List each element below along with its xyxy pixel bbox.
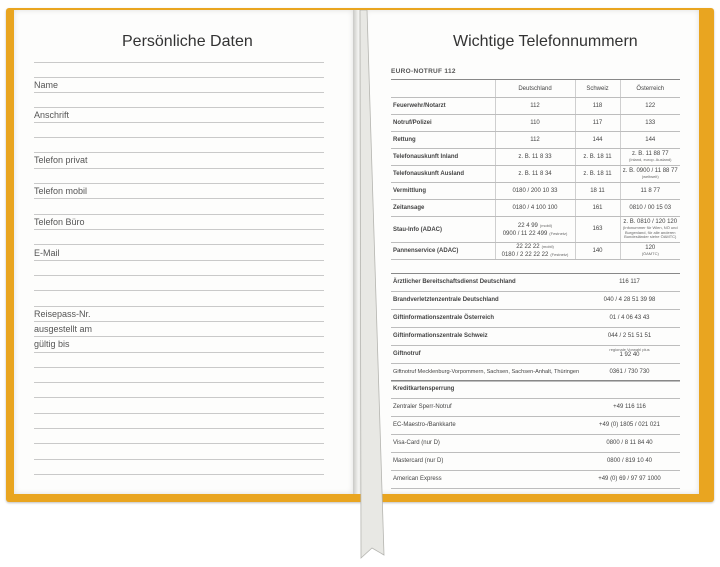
cell-de <box>495 132 575 149</box>
table-header-row <box>391 80 680 98</box>
cell-ch <box>575 217 620 243</box>
card-row <box>391 435 680 453</box>
table-row <box>391 149 680 166</box>
card-row <box>391 399 680 417</box>
card-label: Zentraler Sperr-Notruf <box>393 404 452 410</box>
table-row <box>391 183 680 200</box>
cell-ch <box>575 183 620 200</box>
column-header-ch: Schweiz <box>575 80 620 98</box>
card-label: EC-Maestro-/Bankkarte <box>393 422 456 428</box>
cell-note: (Inland, europ. Ausland) <box>629 157 672 163</box>
cell-de <box>495 149 575 166</box>
cell-value: z. B. 0900 / 11 88 77 <box>622 168 678 175</box>
column-header-de: Deutschland <box>495 80 575 98</box>
cell-de <box>495 243 575 260</box>
card-block <box>391 380 680 489</box>
misc-value-wrap <box>581 369 678 375</box>
misc-row <box>391 292 680 310</box>
writing-line <box>34 107 324 108</box>
field-phone-office-label: Telefon Büro <box>34 217 85 227</box>
cell-value: z. B. 11 88 77 <box>631 151 669 158</box>
writing-line <box>34 168 324 169</box>
table-row <box>391 132 680 149</box>
table-row <box>391 243 680 260</box>
cell-value: 0180 / 200 10 33 <box>512 187 558 194</box>
row-label: Rettung <box>391 132 495 149</box>
cell-value: 110 <box>530 119 540 126</box>
cell-value: 18 11 <box>590 187 605 194</box>
cell-value: z. B. 18 11 <box>583 170 612 177</box>
field-phone-mobile-label: Telefon mobil <box>34 186 88 196</box>
cell-value: 112 <box>530 102 540 109</box>
cell-at <box>620 217 680 243</box>
field-issued-label: ausgestellt am <box>34 324 93 334</box>
cell-value: 144 <box>592 136 603 143</box>
cell-at <box>620 115 680 132</box>
cell-value: 0180 / 4 100 100 <box>512 204 558 211</box>
right-page <box>365 10 699 494</box>
writing-line <box>34 382 324 383</box>
card-header-row <box>391 381 680 399</box>
cell-note: (mobil) <box>539 222 553 228</box>
cell-at <box>620 132 680 149</box>
cell-value: 163 <box>592 226 603 232</box>
field-valid-label: gültig bis <box>34 339 70 349</box>
cell-value: 0810 / 00 15 03 <box>629 204 672 211</box>
writing-line <box>34 413 324 414</box>
cell-ch <box>575 243 620 260</box>
misc-label: Giftinformationszentrale Österreich <box>393 315 495 321</box>
writing-line <box>34 183 324 184</box>
writing-line <box>34 290 324 291</box>
writing-line <box>34 397 324 398</box>
field-address-label: Anschrift <box>34 110 70 120</box>
writing-line <box>34 77 324 78</box>
row-label: Telefonauskunft Inland <box>391 149 495 166</box>
misc-value: 01 / 4 06 43 43 <box>609 315 650 321</box>
row-label: Stau-Info (ADAC) <box>391 217 495 243</box>
cell-value: 140 <box>592 247 603 254</box>
cell-value: 161 <box>592 204 603 211</box>
writing-line <box>34 459 324 460</box>
card-row <box>391 453 680 471</box>
card-header-label: Kreditkartensperrung <box>393 386 455 392</box>
cell-at <box>620 98 680 115</box>
cell-value: 117 <box>592 119 603 126</box>
cell-at <box>620 149 680 166</box>
row-label: Telefonauskunft Ausland <box>391 166 495 183</box>
cell-value: 112 <box>530 136 540 143</box>
cell-ch <box>575 115 620 132</box>
writing-line <box>34 62 324 63</box>
misc-row <box>391 274 680 292</box>
misc-label: Brandverletztenzentrale Deutschland <box>393 297 499 303</box>
cell-ch <box>575 98 620 115</box>
misc-value-wrap <box>581 279 678 285</box>
writing-line <box>34 428 324 429</box>
cell-value: z. B. 18 11 <box>583 153 612 160</box>
writing-line <box>34 92 324 93</box>
emergency-table-body <box>391 98 680 260</box>
euro-emergency-label: EURO-NOTRUF 112 <box>391 68 456 75</box>
misc-label: Giftinformationszentrale Schweiz <box>393 333 488 339</box>
cell-ch <box>575 166 620 183</box>
cell-note: (Infonummer für Wien, NÖ und Burgenland, für alle anderen Bundesländer siehe ÖAMTC) <box>622 225 678 240</box>
writing-line <box>34 137 324 138</box>
cell-value: z. B. 11 8 34 <box>518 170 552 177</box>
table-row <box>391 98 680 115</box>
card-label: Visa-Card (nur D) <box>393 440 440 446</box>
cell-de <box>495 217 575 243</box>
card-value: 0800 / 8 11 84 40 <box>606 440 653 446</box>
misc-value: 040 / 4 28 51 39 98 <box>603 297 656 303</box>
writing-line <box>34 352 324 353</box>
emergency-table <box>391 79 680 260</box>
misc-value: 0361 / 730 730 <box>609 369 650 375</box>
writing-line <box>34 336 324 337</box>
cell-note: (ÖAMTC) <box>641 251 659 257</box>
cell-de <box>495 200 575 217</box>
cell-at <box>620 183 680 200</box>
cell-note: (Festnetz) <box>549 230 568 236</box>
cell-value: 22 4 99 <box>517 222 538 229</box>
table-row <box>391 166 680 183</box>
misc-label: Ärztlicher Bereitschaftsdienst Deutschland <box>393 279 516 285</box>
card-value: +49 116 116 <box>613 404 646 410</box>
misc-value: 1 92 40 <box>619 351 640 358</box>
cell-value: 144 <box>645 136 656 143</box>
page-title-phone: Wichtige Telefonnummern <box>453 33 638 50</box>
field-name-label: Name <box>34 80 59 90</box>
field-passport-label: Reisepass-Nr. <box>34 309 91 319</box>
writing-line <box>34 244 324 245</box>
cell-note: (mobil) <box>541 244 554 249</box>
bookmark-ribbon[interactable] <box>358 10 386 560</box>
field-email-label: E-Mail <box>34 248 60 258</box>
cell-value: 118 <box>592 102 603 109</box>
cell-de <box>495 166 575 183</box>
row-label: Pannenservice (ADAC) <box>391 243 495 260</box>
misc-value: 116 117 <box>619 279 640 285</box>
misc-value-wrap <box>581 333 678 339</box>
cell-value: 11 8 77 <box>640 187 661 194</box>
cell-ch <box>575 149 620 166</box>
field-phone-private-label: Telefon privat <box>34 155 88 165</box>
writing-line <box>34 214 324 215</box>
table-header-empty <box>391 80 495 98</box>
misc-note: regionale Vorwahl plus <box>609 347 650 352</box>
misc-row <box>391 346 680 364</box>
table-row <box>391 200 680 217</box>
cell-at <box>620 166 680 183</box>
cell-value: 22 22 22 <box>516 244 540 250</box>
misc-row <box>391 328 680 346</box>
writing-line <box>34 198 324 199</box>
writing-line <box>34 321 324 322</box>
writing-line <box>34 443 324 444</box>
left-page <box>14 10 353 494</box>
row-label: Notruf/Polizei <box>391 115 495 132</box>
writing-line <box>34 152 324 153</box>
cell-note: (weltweit) <box>641 174 659 180</box>
card-row <box>391 471 680 489</box>
row-label: Zeitansage <box>391 200 495 217</box>
cell-at <box>620 200 680 217</box>
misc-row <box>391 310 680 328</box>
card-label: American Express <box>393 476 442 482</box>
cell-ch <box>575 132 620 149</box>
writing-line <box>34 275 324 276</box>
card-label: Mastercard (nur D) <box>393 458 444 464</box>
card-value: +49 (0) 69 / 97 97 1000 <box>598 476 661 482</box>
card-value: 0800 / 819 10 40 <box>606 458 653 464</box>
cell-de <box>495 115 575 132</box>
cell-value-2: 0900 / 11 22 499 <box>502 230 548 237</box>
cell-value: z. B. 11 8 33 <box>518 153 552 160</box>
table-row <box>391 217 680 243</box>
misc-numbers <box>391 273 680 382</box>
card-value: +49 (0) 1805 / 021 021 <box>599 422 660 428</box>
misc-value-wrap <box>581 297 678 303</box>
writing-line <box>34 474 324 475</box>
card-rows <box>391 399 680 489</box>
table-row <box>391 115 680 132</box>
page-title-personal: Persönliche Daten <box>122 33 253 50</box>
cell-value: z. B. 0810 / 120 120 <box>623 219 678 226</box>
row-label: Feuerwehr/Notarzt <box>391 98 495 115</box>
cell-note: (Festnetz) <box>550 252 569 257</box>
cell-value: 133 <box>645 119 656 126</box>
writing-line <box>34 306 324 307</box>
misc-label: Giftnotruf Mecklenburg-Vorpommern, Sachsen, Sachsen-Anhalt, Thüringen <box>393 369 580 375</box>
misc-label: Giftnotruf <box>393 351 421 357</box>
cell-de <box>495 98 575 115</box>
cell-de <box>495 183 575 200</box>
misc-value-wrap <box>581 315 678 321</box>
writing-line <box>34 367 324 368</box>
writing-line <box>34 260 324 261</box>
cell-ch <box>575 200 620 217</box>
cell-value: 122 <box>645 102 656 109</box>
writing-line <box>34 229 324 230</box>
column-header-at: Österreich <box>620 80 680 98</box>
cell-value: 120 <box>645 245 656 252</box>
card-row <box>391 417 680 435</box>
misc-value: 044 / 2 51 51 51 <box>607 333 652 339</box>
row-label: Vermittlung <box>391 183 495 200</box>
cell-value-2: 0180 / 2 22 22 22 <box>501 252 549 258</box>
cell-at <box>620 243 680 260</box>
writing-line <box>34 122 324 123</box>
misc-value-wrap <box>581 348 678 358</box>
